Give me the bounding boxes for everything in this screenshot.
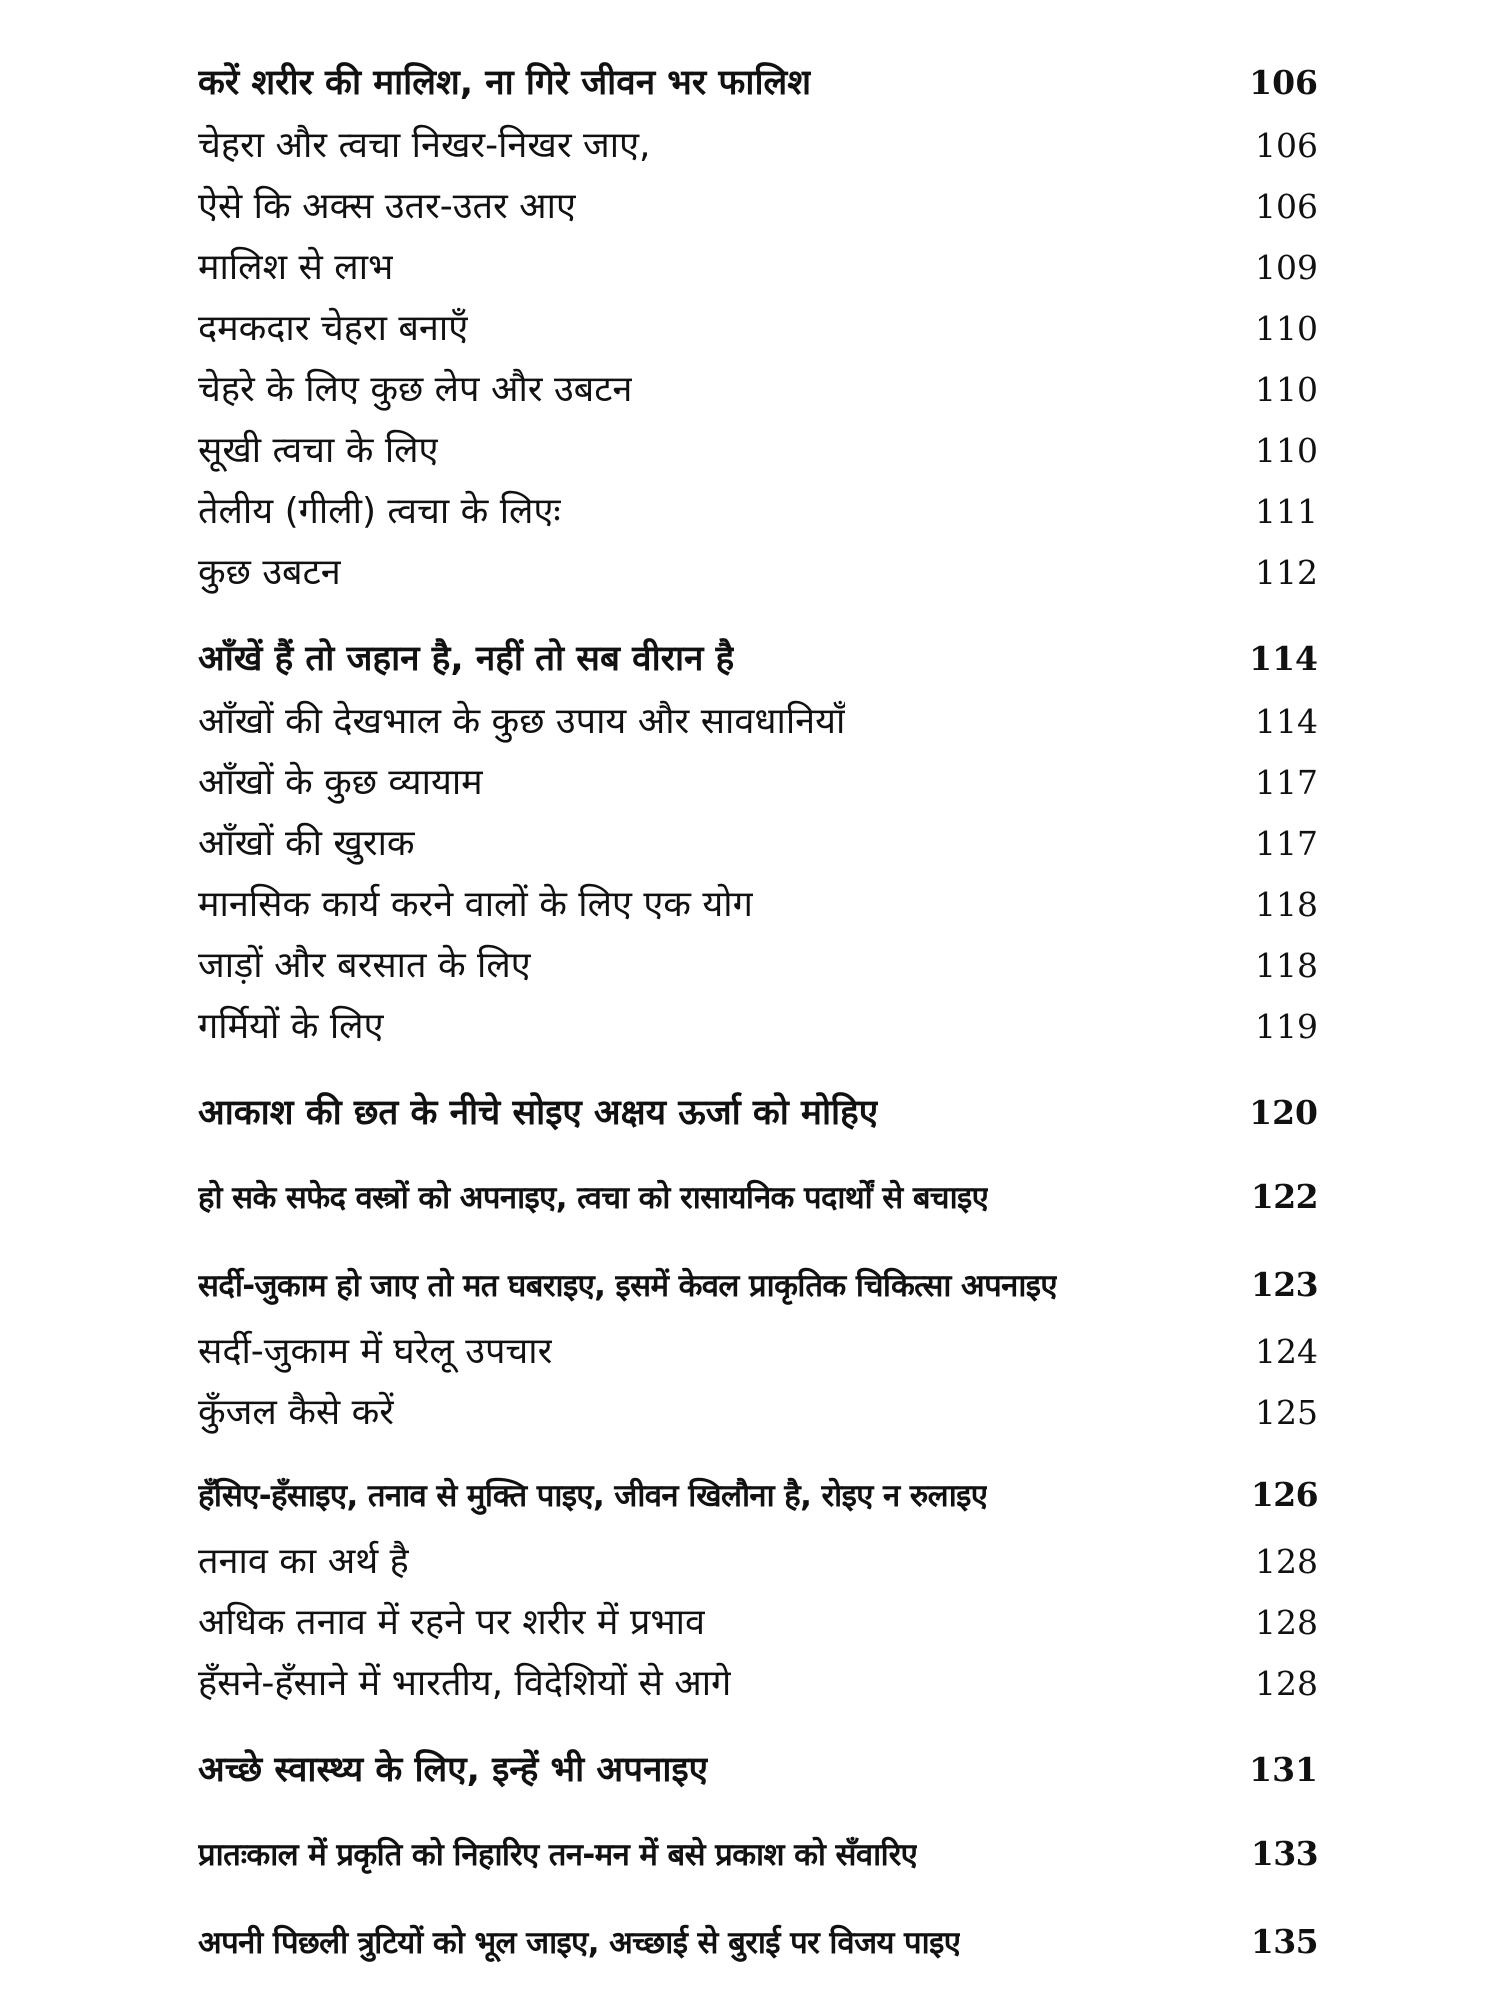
- toc-entry-title: चेहरे के लिए कुछ लेप और उबटन: [198, 369, 633, 410]
- section-spacer: [198, 1806, 1318, 1833]
- toc-page-number: 118: [1255, 885, 1318, 924]
- toc-entry: [198, 363, 1318, 424]
- toc-heading: [198, 1176, 1318, 1237]
- toc-entry-title: सूखी त्वचा के लिए: [198, 430, 439, 471]
- toc-entry-title: कुछ उबटन: [198, 552, 341, 593]
- toc-page-number: 114: [1249, 639, 1318, 678]
- toc-entry-title: तनाव का अर्थ है: [198, 1541, 409, 1582]
- toc-page-number: 123: [1250, 1265, 1318, 1304]
- toc-entry-title: आँखें हैं तो जहान है, नहीं तो सब वीरान है: [198, 639, 735, 679]
- toc-entry-title: मालिश से लाभ: [198, 247, 394, 288]
- toc-page-number: 135: [1250, 1922, 1318, 1961]
- toc-page-number: 120: [1249, 1093, 1318, 1132]
- toc-page-number: 124: [1255, 1332, 1318, 1371]
- toc-page-number: 122: [1250, 1177, 1318, 1216]
- section-spacer: [198, 1061, 1318, 1088]
- toc-entry: [198, 241, 1318, 302]
- section-spacer: [198, 607, 1318, 634]
- toc-entry: [198, 1535, 1318, 1596]
- toc-entry-title: हँसिए-हँसाइए, तनाव से मुक्ति पाइए, जीवन खिलौना है, रोइए न रुलाइए: [198, 1478, 988, 1514]
- toc-entry-title: आँखों के कुछ व्यायाम: [198, 762, 483, 803]
- toc-heading: [198, 1088, 1318, 1149]
- toc-entry-title: आकाश की छत के नीचे सोइए अक्षय ऊर्जा को मोहिए: [198, 1093, 879, 1133]
- toc-entry-title: गर्मियों के लिए: [198, 1006, 384, 1047]
- toc-entry: [198, 756, 1318, 817]
- section-spacer: [198, 1149, 1318, 1176]
- toc-entry-title: सर्दी-जुकाम हो जाए तो मत घबराइए, इसमें केवल प्राकृतिक चिकित्सा अपनाइए: [198, 1268, 1057, 1304]
- toc-entry: [198, 546, 1318, 607]
- toc-heading: [198, 1264, 1318, 1325]
- toc-entry: [198, 180, 1318, 241]
- toc-page-number: 128: [1255, 1542, 1318, 1581]
- toc-page-number: 128: [1255, 1603, 1318, 1642]
- toc-entry-title: जाड़ों और बरसात के लिए: [198, 945, 531, 986]
- toc-page-number: 106: [1255, 126, 1318, 165]
- toc-entry: [198, 878, 1318, 939]
- toc-page-number: 119: [1255, 1007, 1318, 1046]
- toc-entry: [198, 695, 1318, 756]
- toc-entry: [198, 1386, 1318, 1447]
- toc-entry: [198, 1325, 1318, 1386]
- toc-entry: [198, 302, 1318, 363]
- section-spacer: [198, 1718, 1318, 1745]
- toc-entry-title: ऐसे कि अक्स उतर-उतर आए: [198, 186, 576, 227]
- toc-page-number: 126: [1250, 1475, 1318, 1514]
- toc-page-number: 106: [1249, 63, 1318, 102]
- toc-entry-title: हँसने-हँसाने में भारतीय, विदेशियों से आगे: [198, 1663, 732, 1704]
- toc-entry-title: करें शरीर की मालिश, ना गिरे जीवन भर फालिश: [198, 63, 812, 103]
- toc-entry: [198, 485, 1318, 546]
- toc-heading: [198, 1833, 1318, 1894]
- toc-page-number: 110: [1255, 370, 1318, 409]
- toc-entry: [198, 424, 1318, 485]
- section-spacer: [198, 1447, 1318, 1474]
- toc-entry: [198, 119, 1318, 180]
- toc-heading: [198, 634, 1318, 695]
- toc-entry: [198, 817, 1318, 878]
- toc-entry: [198, 1596, 1318, 1657]
- toc-page-number: 125: [1255, 1393, 1318, 1432]
- toc-entry-title: आँखों की खुराक: [198, 823, 415, 864]
- toc-page-number: 118: [1255, 946, 1318, 985]
- toc-entry-title: आँखों की देखभाल के कुछ उपाय और सावधानियाँ: [198, 701, 846, 742]
- toc-entry-title: तेलीय (गीली) त्वचा के लिएः: [198, 491, 561, 532]
- toc-page-number: 117: [1255, 824, 1318, 863]
- toc-page-number: 117: [1255, 763, 1318, 802]
- toc-heading: [198, 1474, 1318, 1535]
- toc-entry-title: अधिक तनाव में रहने पर शरीर में प्रभाव: [198, 1602, 705, 1643]
- toc-page-number: 109: [1255, 248, 1318, 287]
- section-spacer: [198, 1894, 1318, 1921]
- toc-page-number: 128: [1255, 1664, 1318, 1703]
- toc-entry-title: चेहरा और त्वचा निखर-निखर जाए,: [198, 125, 651, 166]
- table-of-contents: [198, 58, 1318, 1982]
- toc-page-number: 110: [1255, 309, 1318, 348]
- toc-page-number: 106: [1255, 187, 1318, 226]
- toc-page-number: 114: [1255, 702, 1318, 741]
- toc-entry-title: प्रातःकाल में प्रकृति को निहारिए तन-मन में बसे प्रकाश को सँवारिए: [198, 1837, 918, 1873]
- toc-page-number: 111: [1255, 492, 1318, 531]
- toc-entry: [198, 1000, 1318, 1061]
- toc-page-number: 133: [1250, 1834, 1318, 1873]
- toc-entry-title: मानसिक कार्य करने वालों के लिए एक योग: [198, 884, 753, 925]
- toc-entry-title: अपनी पिछली त्रुटियों को भूल जाइए, अच्छाई से बुराई पर विजय पाइए: [198, 1925, 961, 1961]
- toc-entry-title: हो सके सफेद वस्त्रों को अपनाइए, त्वचा को रासायनिक पदार्थों से बचाइए: [198, 1180, 989, 1216]
- toc-entry-title: अच्छे स्वास्थ्य के लिए, इन्हें भी अपनाइए: [198, 1750, 709, 1790]
- toc-entry: [198, 939, 1318, 1000]
- toc-entry-title: सर्दी-जुकाम में घरेलू उपचार: [198, 1331, 553, 1372]
- toc-page-number: 131: [1249, 1750, 1318, 1789]
- toc-page-number: 110: [1255, 431, 1318, 470]
- toc-heading: [198, 58, 1318, 119]
- toc-heading: [198, 1745, 1318, 1806]
- toc-heading: [198, 1921, 1318, 1982]
- toc-page-number: 112: [1255, 553, 1318, 592]
- toc-entry-title: दमकदार चेहरा बनाएँ: [198, 308, 469, 349]
- section-spacer: [198, 1237, 1318, 1264]
- toc-entry: [198, 1657, 1318, 1718]
- toc-entry-title: कुँजल कैसे करें: [198, 1392, 395, 1433]
